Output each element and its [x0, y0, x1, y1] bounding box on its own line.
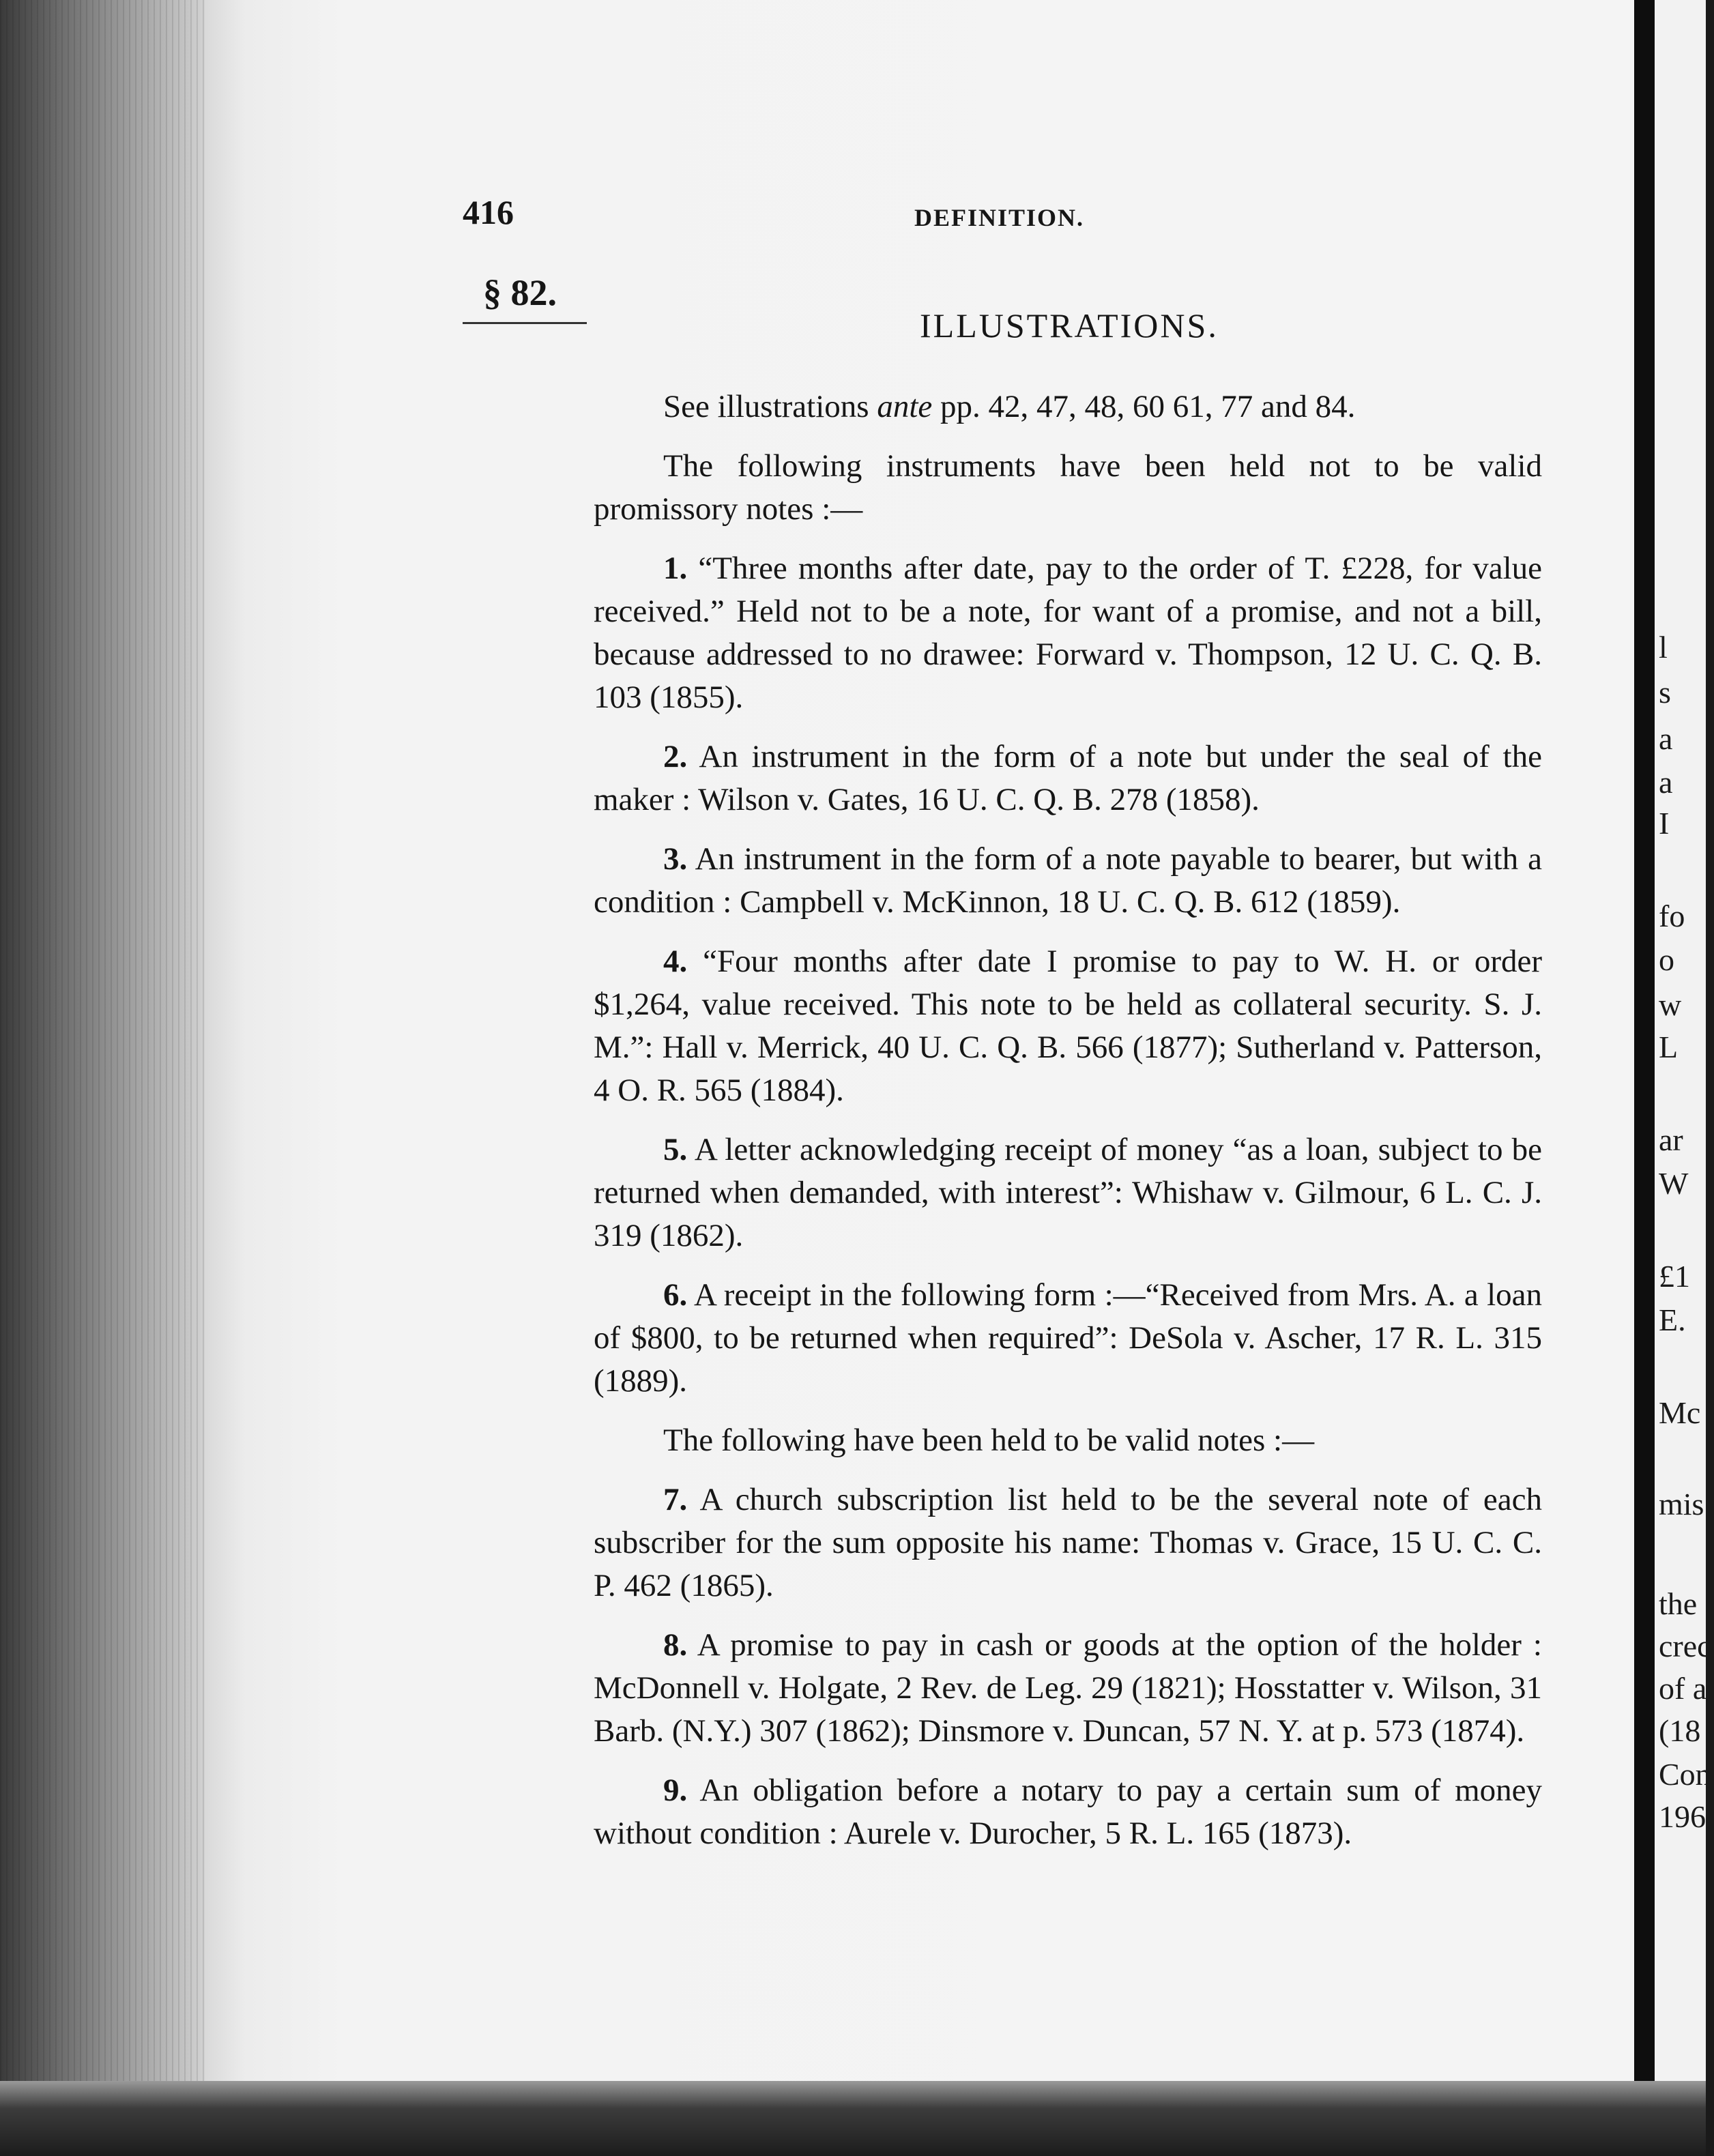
- section-number: § 82.: [483, 272, 557, 313]
- adjacent-fragment: a: [1659, 765, 1673, 800]
- section-heading: ILLUSTRATIONS.: [920, 306, 1219, 345]
- page-number: 416: [463, 193, 514, 231]
- intro-not-valid: The following instruments have been held not to be valid promissory notes :—: [594, 448, 1542, 527]
- adjacent-fragment: Con: [1659, 1757, 1711, 1792]
- illustration-item: 8. A promise to pay in cash or goods at the option of the holder : McDonnell v. Holgate, 2 Rev. de Leg. 29 (1821); Hosstatter v. Wilson, 31 Barb. (N.Y.) 307 (1862); Dinsmore v. Duncan, 57 N. Y. at p. 573 (1874).: [594, 1627, 1542, 1749]
- illustration-item: 6. A receipt in the following form :—“Received from Mrs. A. a loan of $800, to be returned when required”: DeSola v. Ascher, 17 R. L. 315 (1889).: [594, 1277, 1542, 1399]
- adjacent-fragment: Mc: [1659, 1395, 1701, 1430]
- adjacent-fragment: of a: [1659, 1671, 1707, 1706]
- adjacent-fragment: l: [1659, 630, 1668, 665]
- illustration-item: 4. “Four months after date I promise to pay to W. H. or order $1,264, value received. This note to be held as collateral security. S. J. M.”: Hall v. Merrick, 40 U. C. Q. B. 566 (1877); Sutherland v. Patterson, 4 O. R. 565 (1884).: [594, 944, 1543, 1108]
- adjacent-page: [1655, 0, 1714, 2088]
- see-also-line: See illustrations ante pp. 42, 47, 48, 60 61, 77 and 84.: [663, 389, 1356, 424]
- adjacent-fragment: £1: [1659, 1259, 1690, 1294]
- adjacent-fragment: a: [1659, 721, 1673, 756]
- adjacent-fragment: E.: [1659, 1302, 1686, 1337]
- illustration-item: 5. A letter acknowledging receipt of money “as a loan, subject to be returned when demanded, with interest”: Whishaw v. Gilmour, 6 L. C. J. 319 (1862).: [594, 1132, 1542, 1253]
- page-bottom-edge: [0, 2081, 1706, 2156]
- adjacent-fragment: fo: [1659, 899, 1685, 933]
- illustration-item: 3. An instrument in the form of a note payable to bearer, but with a condition : Campbell v. McKinnon, 18 U. C. Q. B. 612 (1859).: [594, 841, 1542, 920]
- adjacent-fragment: w: [1659, 987, 1682, 1022]
- illustration-item: 7. A church subscription list held to be the several note of each subscriber for the sum opposite his name: Thomas v. Grace, 15 U. C. C. P. 462 (1865).: [594, 1482, 1542, 1603]
- adjacent-fragment: the: [1659, 1586, 1698, 1621]
- running-head: DEFINITION.: [914, 204, 1085, 231]
- body-text: [594, 385, 1542, 1855]
- adjacent-fragment: mis: [1659, 1487, 1704, 1521]
- adjacent-fragment: o: [1659, 942, 1674, 977]
- adjacent-fragment: 196,: [1659, 1799, 1714, 1834]
- adjacent-fragment: (18: [1659, 1713, 1701, 1748]
- adjacent-fragment: crec: [1659, 1629, 1711, 1663]
- adjacent-fragment: L: [1659, 1030, 1679, 1064]
- intro-valid: The following have been held to be valid notes :—: [663, 1423, 1315, 1458]
- illustration-item: 9. An obligation before a notary to pay a certain sum of money without condition : Aurele v. Durocher, 5 R. L. 165 (1873).: [594, 1773, 1542, 1851]
- adjacent-fragment: ar: [1659, 1122, 1683, 1157]
- adjacent-fragment: W: [1659, 1166, 1689, 1201]
- illustration-item: 2. An instrument in the form of a note but under the seal of the maker : Wilson v. Gates, 16 U. C. Q. B. 278 (1858).: [594, 739, 1542, 817]
- page-gap: [1634, 0, 1655, 2156]
- adjacent-fragment: I: [1659, 806, 1670, 841]
- adjacent-fragment: s: [1659, 675, 1671, 710]
- illustration-item: 1. “Three months after date, pay to the order of T. £228, for value received.” Held not to be a note, for want of a promise, and not a bill, because addressed to no drawee: Forward v. Thompson, 12 U. C. Q. B. 103 (1855).: [594, 551, 1542, 715]
- page-edges: [0, 0, 205, 2156]
- section-rule: [463, 322, 587, 324]
